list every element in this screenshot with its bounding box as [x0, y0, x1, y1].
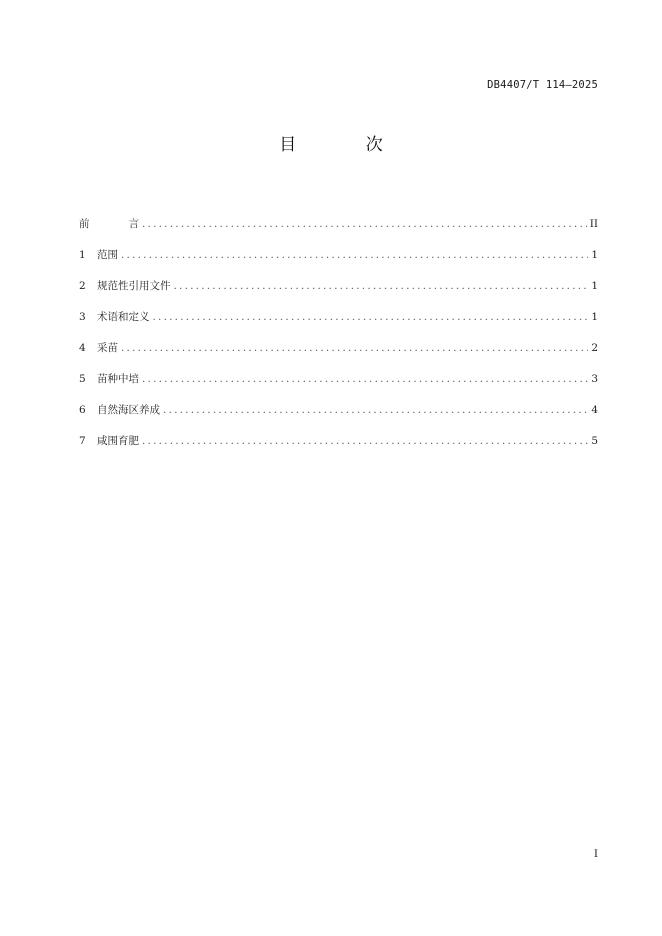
toc-entry-scope[interactable]	[79, 247, 598, 278]
toc-entry-page: 2	[591, 342, 598, 354]
toc-entry-page: 4	[591, 404, 598, 416]
page-number: I	[593, 848, 598, 860]
toc-entry-seed-collection[interactable]	[79, 340, 598, 371]
toc-entry-number: 6	[79, 404, 86, 416]
toc-entry-page: 1	[591, 249, 598, 261]
toc-leader-dots	[153, 311, 589, 323]
toc-entry-label: 自然海区养成	[97, 404, 160, 416]
toc-leader-dots	[163, 404, 588, 416]
toc-leader-dots	[142, 373, 588, 385]
toc-leader-dots	[121, 342, 588, 354]
toc-entry-terms-definitions[interactable]	[79, 309, 598, 340]
toc-leader-dots	[142, 218, 587, 230]
toc-leader-dots	[174, 280, 589, 292]
table-of-contents	[79, 216, 598, 464]
toc-entry-label: 前言	[79, 218, 139, 230]
toc-entry-page: 3	[591, 373, 598, 385]
toc-leader-dots	[142, 435, 588, 447]
toc-entry-fattening[interactable]	[79, 433, 598, 464]
toc-entry-number: 4	[79, 342, 86, 354]
toc-entry-label: 范围	[97, 249, 118, 261]
toc-entry-number: 7	[79, 435, 86, 447]
toc-entry-number: 3	[79, 311, 86, 323]
toc-entry-normative-references[interactable]	[79, 278, 598, 309]
toc-entry-page: II	[589, 218, 598, 230]
toc-entry-foreword[interactable]	[79, 216, 598, 247]
toc-entry-intermediate-culture[interactable]	[79, 371, 598, 402]
toc-entry-label: 术语和定义	[97, 311, 150, 323]
toc-entry-label: 规范性引用文件	[97, 280, 171, 292]
toc-entry-page: 5	[591, 435, 598, 447]
toc-title: 目 次	[279, 135, 415, 155]
toc-entry-number: 5	[79, 373, 86, 385]
document-code: DB4407/T 114—2025	[487, 79, 598, 91]
toc-entry-number: 2	[79, 280, 86, 292]
toc-entry-page: 1	[591, 280, 598, 292]
toc-entry-label: 采苗	[97, 342, 118, 354]
toc-leader-dots	[121, 249, 588, 261]
toc-entry-page: 1	[591, 311, 598, 323]
toc-entry-natural-sea-grow-out[interactable]	[79, 402, 598, 433]
toc-entry-label: 苗种中培	[97, 373, 139, 385]
toc-entry-number: 1	[79, 249, 86, 261]
toc-entry-label: 咸围育肥	[97, 435, 139, 447]
